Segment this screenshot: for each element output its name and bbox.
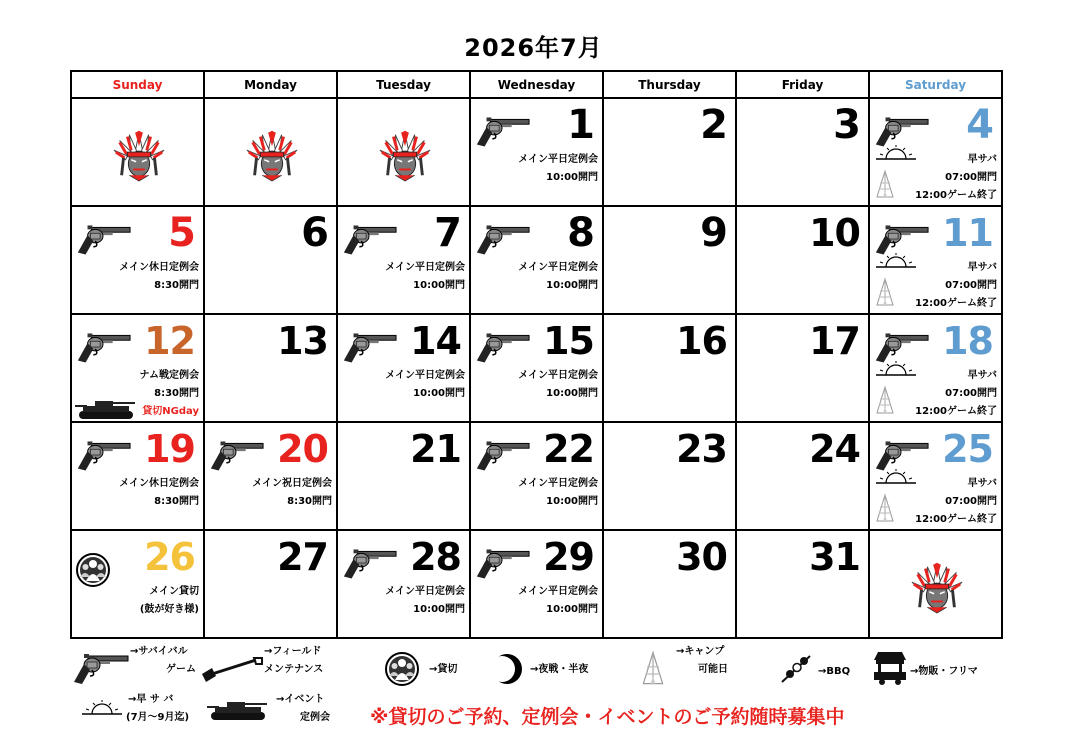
sunrise-icon bbox=[874, 467, 918, 485]
revolver-icon bbox=[74, 437, 132, 473]
event-time: 8:30開門 bbox=[154, 280, 199, 291]
weekday-sunday: Sunday bbox=[71, 71, 204, 98]
reservation-notice: ※貸切のご予約、定例会・イベントのご予約随時募集中 bbox=[370, 706, 845, 728]
tent-icon bbox=[874, 385, 896, 415]
event-name: メイン休日定例会 bbox=[119, 478, 199, 489]
day-number: 13 bbox=[277, 319, 328, 363]
day-cell-10[interactable] bbox=[736, 206, 869, 314]
day-cell-13[interactable] bbox=[204, 314, 337, 422]
day-number: 6 bbox=[301, 210, 328, 256]
legend-camp-label-b: 可能日 bbox=[698, 664, 728, 675]
event-end-time: 12:00ゲーム終了 bbox=[915, 298, 997, 309]
day-cell-29[interactable] bbox=[470, 530, 603, 638]
revolver-icon bbox=[473, 329, 531, 365]
day-number: 9 bbox=[700, 210, 727, 256]
day-number: 8 bbox=[567, 210, 594, 256]
empty-day-cell bbox=[204, 98, 337, 206]
event-name: メイン平日定例会 bbox=[385, 370, 465, 381]
day-cell-5[interactable] bbox=[71, 206, 204, 314]
revolver-icon bbox=[340, 329, 398, 365]
tent-icon bbox=[874, 169, 896, 199]
event-name: メイン平日定例会 bbox=[518, 478, 598, 489]
event-time: 10:00開門 bbox=[546, 280, 598, 291]
legend-charter bbox=[385, 652, 475, 688]
day-number: 31 bbox=[809, 535, 860, 579]
weekday-saturday: Saturday bbox=[869, 71, 1002, 98]
legend-night-game bbox=[490, 652, 610, 688]
chief-headdress-icon bbox=[243, 125, 301, 183]
day-cell-21[interactable] bbox=[337, 422, 470, 530]
revolver-icon bbox=[340, 221, 398, 257]
week-row bbox=[71, 422, 1002, 530]
calendar-grid bbox=[70, 70, 1003, 639]
legend-charter-label: →貸切 bbox=[429, 664, 458, 675]
day-cell-30[interactable] bbox=[603, 530, 736, 638]
day-number: 4 bbox=[966, 102, 993, 148]
charter-ng-note: 貸切NGday bbox=[142, 406, 199, 417]
event-name: メイン平日定例会 bbox=[385, 262, 465, 273]
weekday-wednesday: Wednesday bbox=[470, 71, 603, 98]
week-row bbox=[71, 206, 1002, 314]
calendar-title: 2026年7月 bbox=[464, 34, 603, 62]
day-number: 22 bbox=[543, 427, 594, 471]
chief-headdress-icon bbox=[110, 125, 168, 183]
day-number: 19 bbox=[144, 427, 195, 471]
day-number: 20 bbox=[277, 427, 328, 471]
day-number: 5 bbox=[168, 210, 195, 256]
event-time: 10:00開門 bbox=[413, 604, 465, 615]
day-cell-28[interactable] bbox=[337, 530, 470, 638]
legend-event-label-b: 定例会 bbox=[300, 712, 330, 723]
week-row bbox=[71, 314, 1002, 422]
revolver-icon bbox=[340, 545, 398, 581]
day-cell-7[interactable] bbox=[337, 206, 470, 314]
event-time: 8:30開門 bbox=[287, 496, 332, 507]
day-cell-23[interactable] bbox=[603, 422, 736, 530]
event-end-time: 12:00ゲーム終了 bbox=[915, 406, 997, 417]
week-row bbox=[71, 98, 1002, 206]
tent-icon bbox=[874, 493, 896, 523]
sunrise-icon bbox=[874, 143, 918, 161]
day-number: 18 bbox=[942, 319, 993, 363]
empty-day-cell bbox=[337, 98, 470, 206]
legend-market bbox=[870, 648, 1000, 688]
day-number: 15 bbox=[543, 319, 594, 363]
revolver-icon bbox=[70, 650, 130, 686]
event-end-time: 12:00ゲーム終了 bbox=[915, 514, 997, 525]
day-number: 26 bbox=[144, 535, 195, 579]
day-cell-4[interactable] bbox=[869, 98, 1002, 206]
day-number: 3 bbox=[833, 102, 860, 148]
market-stall-icon bbox=[870, 648, 910, 686]
event-name: 早サバ bbox=[967, 154, 997, 165]
tent-icon bbox=[874, 277, 896, 307]
revolver-icon bbox=[473, 437, 531, 473]
legend-bbq bbox=[778, 652, 858, 688]
day-number: 21 bbox=[410, 427, 461, 471]
revolver-icon bbox=[207, 437, 265, 473]
event-name: メイン平日定例会 bbox=[518, 586, 598, 597]
legend-early-label-b: (7月〜9月迄) bbox=[126, 712, 190, 723]
day-cell-27[interactable] bbox=[204, 530, 337, 638]
legend-event-label-a: →イベント bbox=[276, 694, 325, 705]
event-time: 10:00開門 bbox=[413, 388, 465, 399]
day-number: 28 bbox=[410, 535, 461, 579]
day-number: 17 bbox=[809, 319, 860, 363]
legend-event bbox=[206, 692, 356, 732]
group-icon bbox=[385, 652, 419, 686]
empty-day-cell bbox=[71, 98, 204, 206]
day-cell-3[interactable] bbox=[736, 98, 869, 206]
event-name: メイン休日定例会 bbox=[119, 262, 199, 273]
chief-headdress-icon bbox=[376, 125, 434, 183]
legend-field-label-a: →フィールド bbox=[264, 646, 322, 657]
day-number: 30 bbox=[676, 535, 727, 579]
event-end-time: 12:00ゲーム終了 bbox=[915, 190, 997, 201]
crescent-moon-icon bbox=[490, 652, 524, 686]
event-name: メイン平日定例会 bbox=[518, 370, 598, 381]
event-time: 10:00開門 bbox=[546, 172, 598, 183]
day-number: 11 bbox=[942, 211, 993, 255]
weekday-tuesday: Tuesday bbox=[337, 71, 470, 98]
event-time: 8:30開門 bbox=[154, 388, 199, 399]
day-cell-8[interactable] bbox=[470, 206, 603, 314]
tent-icon bbox=[638, 650, 668, 686]
day-cell-9[interactable] bbox=[603, 206, 736, 314]
legend-early-survival bbox=[80, 692, 210, 732]
legend-field-maintenance bbox=[200, 644, 350, 684]
event-time: 07:00開門 bbox=[945, 280, 997, 291]
event-time: 07:00開門 bbox=[945, 388, 997, 399]
event-name: メイン平日定例会 bbox=[518, 154, 598, 165]
day-number: 10 bbox=[809, 211, 860, 255]
day-cell-19[interactable] bbox=[71, 422, 204, 530]
day-number: 25 bbox=[942, 427, 993, 471]
event-name: メイン平日定例会 bbox=[385, 586, 465, 597]
event-time: 07:00開門 bbox=[945, 496, 997, 507]
day-number: 29 bbox=[543, 535, 594, 579]
event-time: 07:00開門 bbox=[945, 172, 997, 183]
day-cell-25[interactable] bbox=[869, 422, 1002, 530]
tank-icon bbox=[75, 397, 137, 421]
day-cell-26[interactable] bbox=[71, 530, 204, 638]
day-cell-11[interactable] bbox=[869, 206, 1002, 314]
event-time: 10:00開門 bbox=[546, 388, 598, 399]
legend-survival-label-a: →サバイバル bbox=[130, 646, 188, 657]
event-time: 8:30開門 bbox=[154, 496, 199, 507]
legend-early-label-a: →早 サ バ bbox=[128, 694, 174, 705]
weekday-friday: Friday bbox=[736, 71, 869, 98]
tank-icon bbox=[206, 698, 270, 722]
event-time: 10:00開門 bbox=[546, 604, 598, 615]
day-cell-20[interactable] bbox=[204, 422, 337, 530]
day-number: 14 bbox=[410, 319, 461, 363]
day-cell-16[interactable] bbox=[603, 314, 736, 422]
chief-headdress-icon bbox=[908, 557, 966, 615]
event-name: 早サバ bbox=[967, 370, 997, 381]
day-number: 24 bbox=[809, 427, 860, 471]
day-number: 2 bbox=[700, 102, 727, 148]
legend-camp bbox=[636, 644, 746, 688]
event-name: メイン貸切 bbox=[149, 586, 199, 597]
event-guest: (鼓が好き様) bbox=[139, 604, 199, 615]
revolver-icon bbox=[473, 545, 531, 581]
day-number: 23 bbox=[676, 427, 727, 471]
bbq-skewer-icon bbox=[778, 652, 814, 686]
day-number: 12 bbox=[144, 319, 195, 363]
sunrise-icon bbox=[80, 698, 124, 716]
weekday-monday: Monday bbox=[204, 71, 337, 98]
day-cell-14[interactable] bbox=[337, 314, 470, 422]
day-cell-2[interactable] bbox=[603, 98, 736, 206]
revolver-icon bbox=[473, 221, 531, 257]
day-cell-31[interactable] bbox=[736, 530, 869, 638]
weekday-header-row bbox=[71, 71, 1002, 98]
event-time: 10:00開門 bbox=[413, 280, 465, 291]
day-cell-1[interactable] bbox=[470, 98, 603, 206]
day-cell-22[interactable] bbox=[470, 422, 603, 530]
shovel-icon bbox=[200, 656, 264, 684]
revolver-icon bbox=[74, 329, 132, 365]
legend-survival-label-b: ゲーム bbox=[166, 664, 196, 675]
revolver-icon bbox=[473, 113, 531, 149]
day-cell-12[interactable] bbox=[71, 314, 204, 422]
event-name: 早サバ bbox=[967, 262, 997, 273]
day-cell-24[interactable] bbox=[736, 422, 869, 530]
empty-day-cell bbox=[869, 530, 1002, 638]
day-cell-6[interactable] bbox=[204, 206, 337, 314]
sunrise-icon bbox=[874, 359, 918, 377]
weekday-thursday: Thursday bbox=[603, 71, 736, 98]
day-cell-17[interactable] bbox=[736, 314, 869, 422]
legend-field-label-b: メンテナンス bbox=[264, 664, 324, 675]
event-name: 早サバ bbox=[967, 478, 997, 489]
day-number: 1 bbox=[567, 102, 594, 148]
sunrise-icon bbox=[874, 251, 918, 269]
event-name: ナム戦定例会 bbox=[139, 370, 199, 381]
legend-survival bbox=[70, 644, 210, 684]
legend-market-label: →物販・フリマ bbox=[910, 666, 978, 677]
group-icon bbox=[76, 553, 110, 587]
event-name: メイン平日定例会 bbox=[518, 262, 598, 273]
revolver-icon bbox=[74, 221, 132, 257]
legend-night-label: →夜戦・半夜 bbox=[530, 664, 589, 675]
day-cell-15[interactable] bbox=[470, 314, 603, 422]
legend-bbq-label: →BBQ bbox=[818, 666, 851, 677]
week-row bbox=[71, 530, 1002, 638]
day-cell-18[interactable] bbox=[869, 314, 1002, 422]
day-number: 7 bbox=[434, 210, 461, 256]
event-name: メイン祝日定例会 bbox=[252, 478, 332, 489]
day-number: 27 bbox=[277, 535, 328, 579]
event-time: 10:00開門 bbox=[546, 496, 598, 507]
day-number: 16 bbox=[676, 319, 727, 363]
legend-camp-label-a: →キャンプ bbox=[676, 646, 725, 657]
